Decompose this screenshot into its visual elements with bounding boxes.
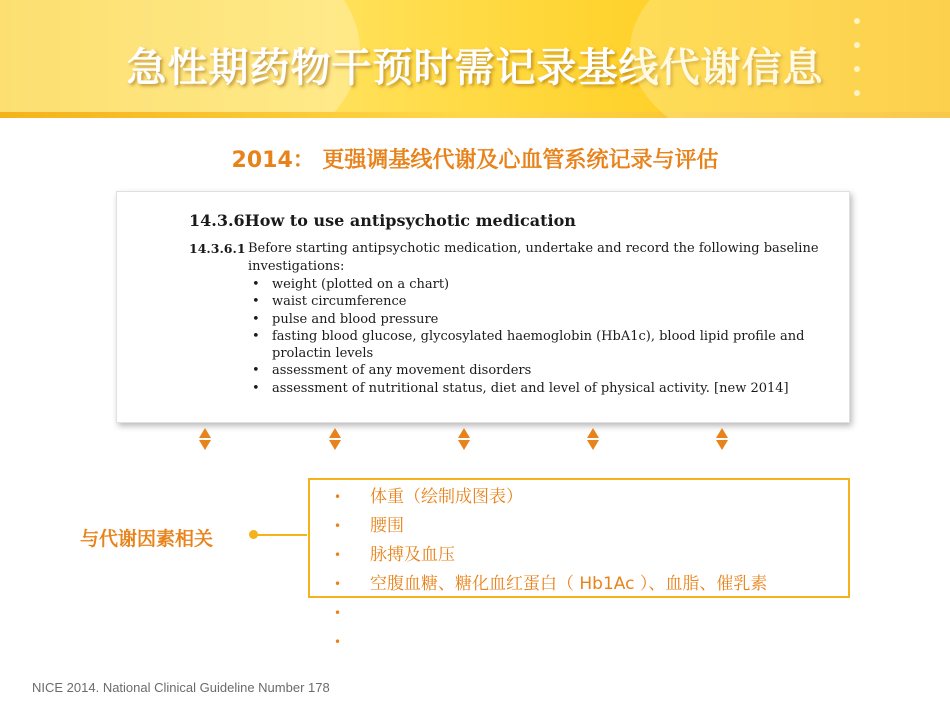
connector-line (257, 534, 307, 536)
bullet-icon: • (334, 548, 342, 562)
double-arrow-icon (587, 428, 599, 450)
excerpt-bullet-list (252, 276, 847, 397)
bullet-icon: • (334, 577, 342, 591)
bullet-icon: • (252, 311, 260, 327)
bullet-icon: • (334, 490, 342, 504)
guideline-excerpt (116, 191, 850, 423)
decorative-dots (854, 18, 866, 98)
list-item (328, 541, 848, 570)
double-arrow-icon (458, 428, 470, 450)
list-item-text: waist circumference (272, 294, 407, 310)
excerpt-heading: 14.3.6How to use antipsychotic medication (189, 211, 576, 230)
bullet-icon: • (334, 635, 342, 649)
bullet-icon: • (252, 277, 260, 292)
bullet-icon: • (252, 294, 260, 310)
slide-subtitle: 2014： 更强调基线代谢及心血管系统记录与评估 (231, 148, 719, 173)
list-item (328, 628, 848, 657)
list-item-text: 体重（绘制成图表） (370, 487, 523, 507)
list-item (328, 599, 848, 628)
list-item (252, 380, 847, 397)
bullet-icon: • (252, 380, 260, 396)
list-item (252, 328, 847, 363)
excerpt-item-number: 14.3.6.1 (189, 241, 246, 256)
banner-stripe (0, 112, 950, 118)
slide-title: 急性期药物干预时需记录基线代谢信息 (126, 45, 824, 91)
bullet-icon: • (252, 328, 260, 344)
list-item-text: 脉搏及血压 (370, 545, 455, 565)
list-item-text: 腰围 (370, 516, 404, 536)
list-item-text: assessment of any movement disorders (272, 363, 532, 379)
double-arrow-icon (329, 428, 341, 450)
list-item-text: fasting blood glucose, glycosylated haemoglobin (HbA1c), blood lipid profile and prolactin levels (272, 328, 805, 362)
list-item (252, 293, 847, 310)
bullet-icon: • (334, 519, 342, 533)
double-arrow-icon (199, 428, 211, 450)
list-item-text: assessment of nutritional status, diet and level of physical activity. [new 2014] (272, 380, 789, 396)
list-item (252, 362, 847, 379)
title-banner (0, 0, 950, 118)
bullet-icon: • (252, 363, 260, 379)
source-citation: NICE 2014. National Clinical Guideline Number 178 (32, 680, 330, 695)
list-item (252, 311, 847, 328)
list-item-text: 空腹血糖、糖化血红蛋白（ Hb1Ac ）、血脂、催乳素 (370, 574, 768, 594)
list-item (328, 570, 848, 599)
double-arrow-icon (716, 428, 728, 450)
list-item (252, 276, 847, 293)
bullet-icon: • (334, 606, 342, 620)
list-item-text: pulse and blood pressure (272, 311, 439, 327)
translation-list (328, 483, 848, 657)
excerpt-intro: Before starting antipsychotic medication, undertake and record the following baseline investigations: (248, 241, 819, 274)
metabolic-factors-label: 与代谢因素相关 (80, 528, 214, 550)
list-item-text: weight (plotted on a chart) (272, 277, 450, 292)
list-item (328, 483, 848, 512)
list-item (328, 512, 848, 541)
